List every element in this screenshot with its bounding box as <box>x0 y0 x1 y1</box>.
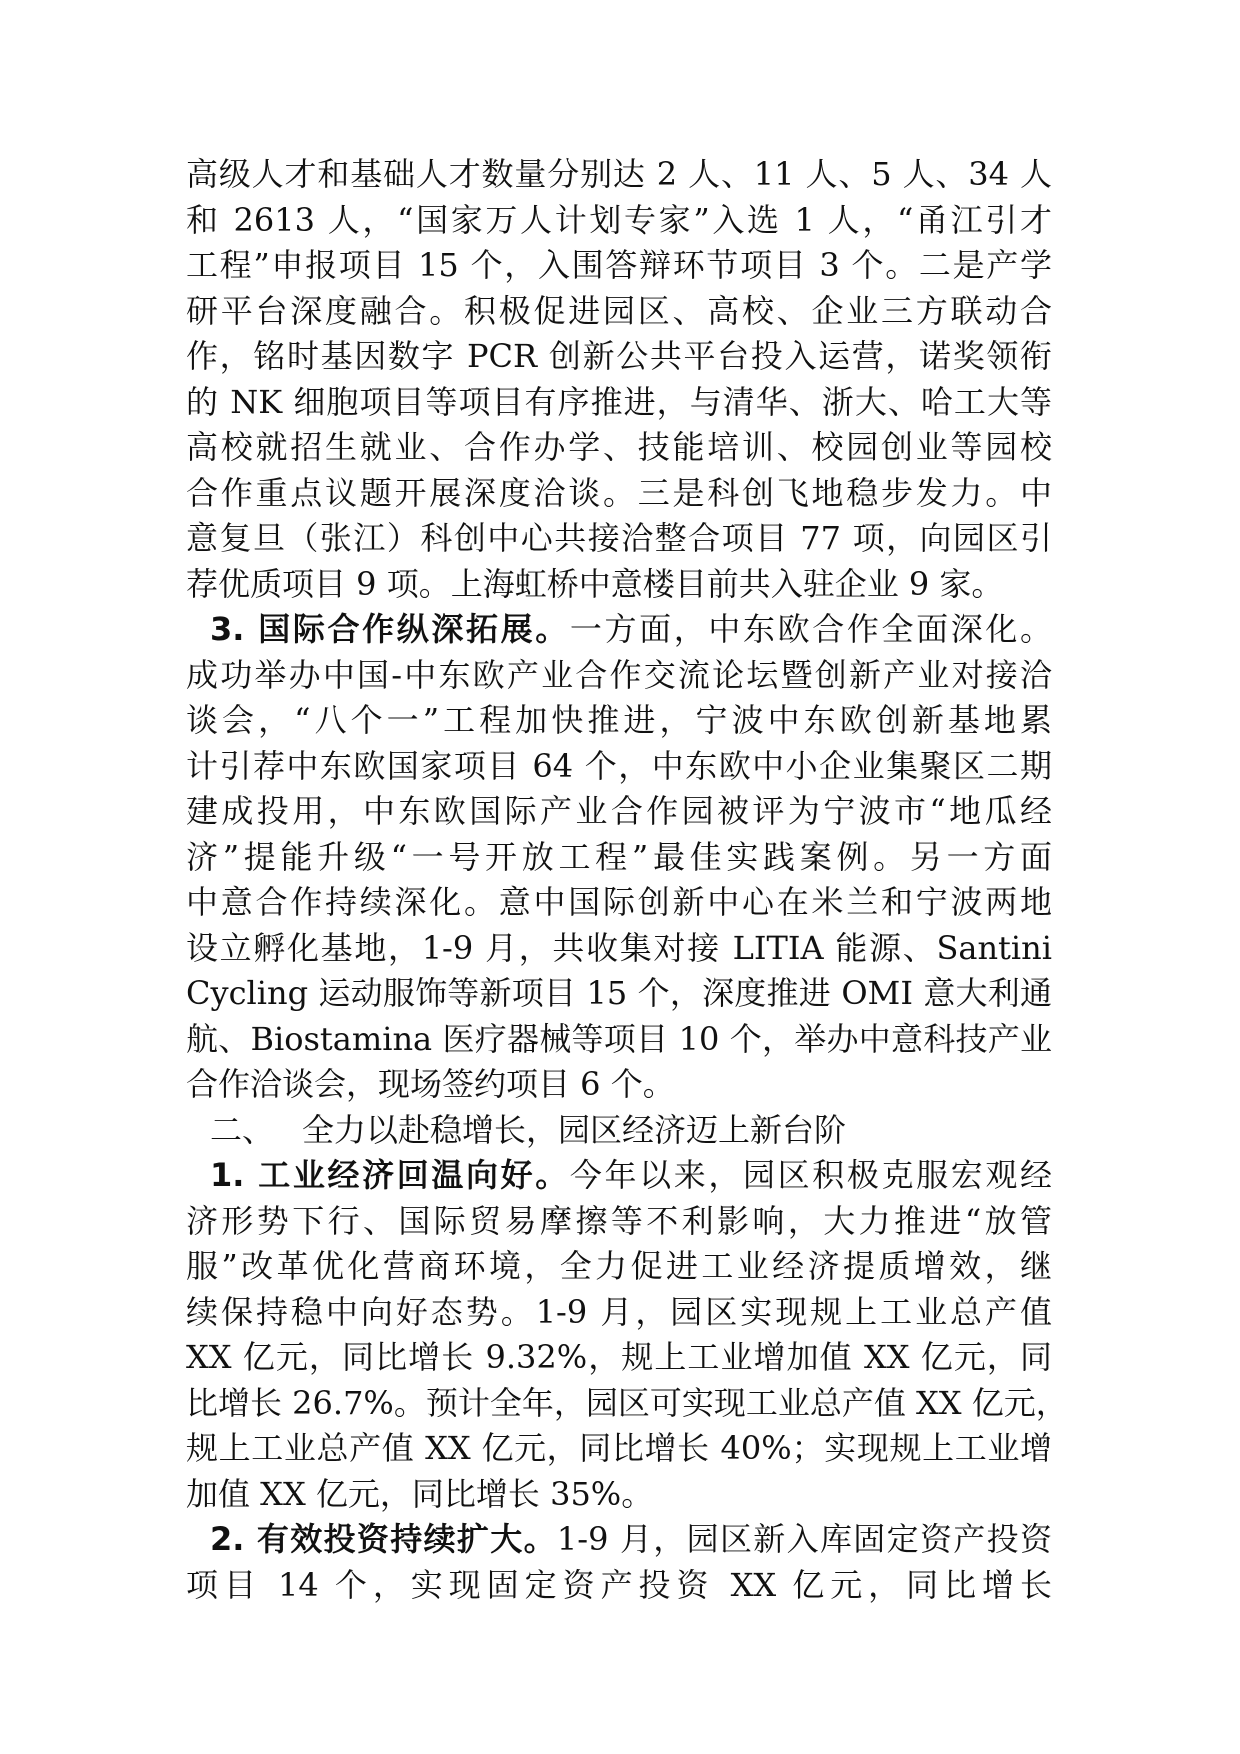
text-line: 高级人才和基础人才数量分别达 2 人、11 人、5 人、34 人 <box>186 155 1052 193</box>
text-line: 规上工业总产值 XX 亿元，同比增长 40%；实现规上工业增 <box>186 1429 1052 1467</box>
text-run: 一方面，中东欧合作全面深化。 <box>569 610 1052 648</box>
text-line: 加值 XX 亿元，同比增长 35%。 <box>186 1474 654 1513</box>
text-line: 计引荐中东欧国家项目 64 个，中东欧中小企业集聚区二期 <box>186 746 1052 785</box>
text-line: 高校就招生就业、合作办学、技能培训、校园创业等园校 <box>186 428 1052 466</box>
text-run: 今年以来，园区积极克服宏观经 <box>569 1156 1052 1194</box>
section-title: 全力以赴稳增长，园区经济迈上新台阶 <box>302 1110 847 1149</box>
text-line: 济形势下行、国际贸易摩擦等不利影响，大力推进“放管 <box>186 1201 1052 1240</box>
text-line: 设立孵化基地，1-9 月，共收集对接 LITIA 能源、Santini <box>186 928 1052 967</box>
paragraph-effective-investment <box>186 1517 1052 1608</box>
text-line: 作，铭时基因数字 PCR 创新公共平台投入运营，诺奖领衔 <box>186 337 1052 375</box>
text-line: 和 2613 人，“国家万人计划专家”入选 1 人，“甬江引才 <box>186 200 1052 239</box>
subsection-heading: 1. 工业经济回温向好。 <box>210 1156 570 1194</box>
text-line: 意复旦（张江）科创中心共接洽整合项目 77 项，向园区引 <box>186 519 1052 557</box>
section-heading <box>186 1108 1052 1154</box>
text-line: 续保持稳中向好态势。1-9 月，园区实现规上工业总产值 <box>186 1292 1052 1331</box>
text-line: 济”提能升级“一号开放工程”最佳实践案例。另一方面 <box>186 837 1052 876</box>
document-body <box>186 152 1068 1608</box>
text-line: 工程”申报项目 15 个，入围答辩环节项目 3 个。二是产学 <box>186 246 1052 284</box>
text-line: 中意合作持续深化。意中国际创新中心在米兰和宁波两地 <box>186 883 1052 921</box>
paragraph-industrial-economy <box>186 1153 1068 1517</box>
text-line: 航、Biostamina 医疗器械等项目 10 个，举办中意科技产业 <box>186 1019 1052 1058</box>
subsection-heading: 3. 国际合作纵深拓展。 <box>210 610 570 648</box>
text-line: XX 亿元，同比增长 9.32%，规上工业增加值 XX 亿元，同 <box>186 1338 1052 1376</box>
text-line: 合作洽谈会，现场签约项目 6 个。 <box>186 1065 675 1103</box>
text-line: Cycling 运动服饰等新项目 15 个，深度推进 OMI 意大利通 <box>186 974 1052 1012</box>
text-line: 荐优质项目 9 项。上海虹桥中意楼目前共入驻企业 9 家。 <box>186 564 1004 603</box>
text-line: 成功举办中国-中东欧产业合作交流论坛暨创新产业对接洽 <box>186 655 1052 694</box>
text-line: 研平台深度融合。积极促进园区、高校、企业三方联动合 <box>186 291 1052 330</box>
text-line <box>186 1517 1052 1563</box>
text-line: 谈会，“八个一”工程加快推进，宁波中东欧创新基地累 <box>186 701 1052 739</box>
paragraph-international-cooperation <box>186 607 1052 1108</box>
text-line: 比增长 26.7%。预计全年，园区可实现工业总产值 XX 亿元， <box>186 1383 1068 1422</box>
text-line <box>186 607 1052 653</box>
text-run: 1-9 月，园区新入库固定资产投资 <box>556 1520 1052 1558</box>
subsection-heading: 2. 有效投资持续扩大。 <box>210 1520 557 1558</box>
text-line: 项目 14 个，实现固定资产投资 XX 亿元，同比增长 <box>186 1565 1052 1604</box>
text-line: 服”改革优化营商环境，全力促进工业经济提质增效，继 <box>186 1247 1052 1285</box>
text-line: 的 NK 细胞项目等项目有序推进，与清华、浙大、哈工大等 <box>186 382 1052 421</box>
text-line <box>186 1153 1052 1199</box>
text-line: 合作重点议题开展深度洽谈。三是科创飞地稳步发力。中 <box>186 473 1052 512</box>
paragraph-talent <box>186 152 1052 607</box>
section-number: 二、 <box>210 1110 275 1149</box>
text-line: 建成投用，中东欧国际产业合作园被评为宁波市“地瓜经 <box>186 792 1052 830</box>
